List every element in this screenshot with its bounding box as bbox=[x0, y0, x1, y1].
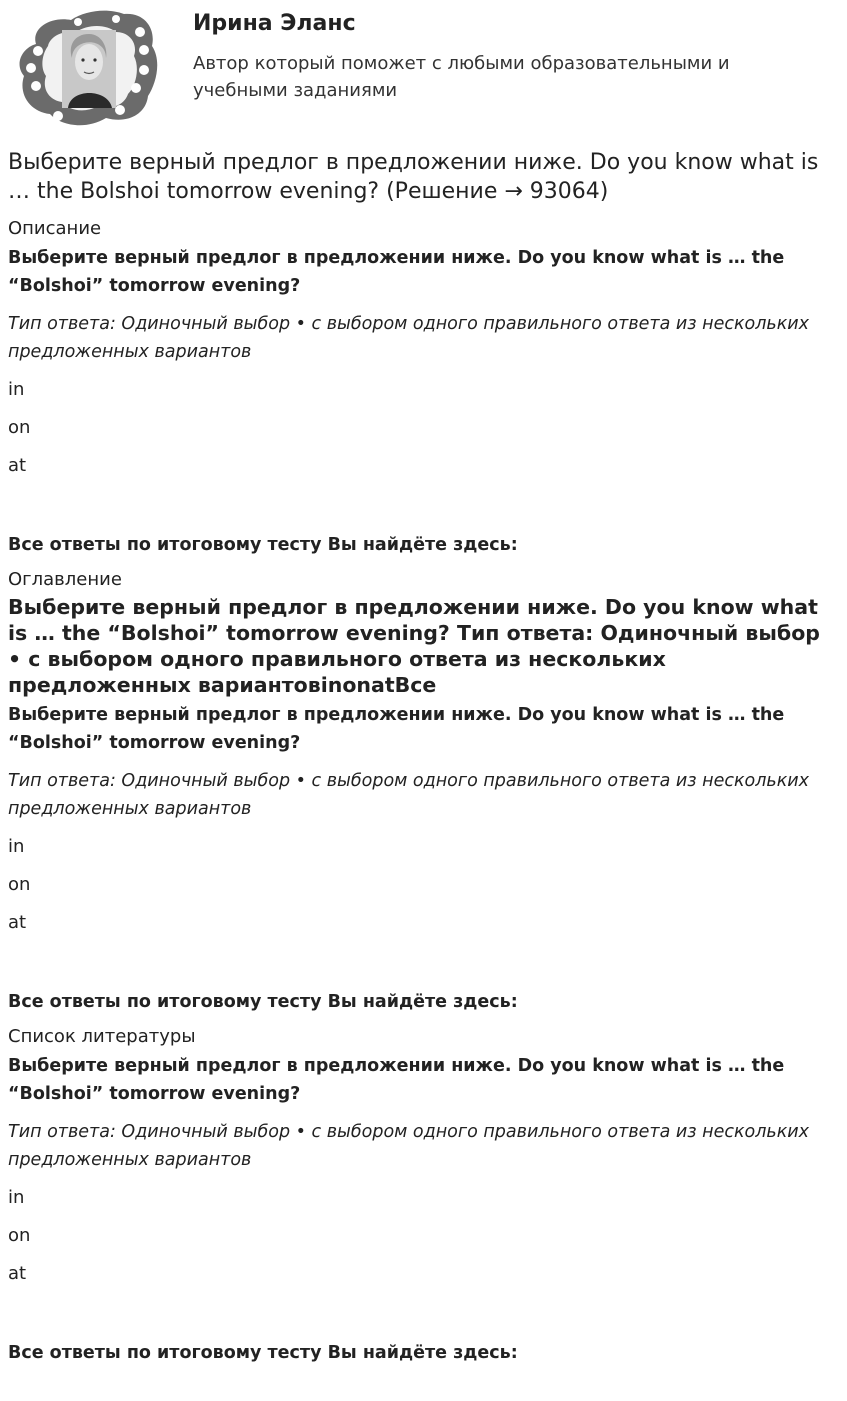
section-label: Оглавление bbox=[8, 569, 122, 590]
section-description bbox=[8, 217, 839, 557]
author-block bbox=[8, 0, 839, 130]
author-name: Ирина Эланс bbox=[193, 11, 356, 36]
answer-type: Тип ответа: Одиночный выбор • с выбором одного правильного ответа из нескольких предложенных вариантов bbox=[8, 771, 810, 819]
question-text: Выберите верный предлог в предложении ниже. Do you know what is … the “Bolshoi” tomorrow evening? bbox=[8, 248, 785, 296]
option-item: at bbox=[8, 912, 27, 933]
option-item: in bbox=[8, 379, 25, 400]
section-toc bbox=[8, 568, 839, 1014]
option-item: in bbox=[8, 1187, 25, 1208]
section-references bbox=[8, 1025, 839, 1365]
all-answers-link-text: Все ответы по итоговому тесту Вы найдёте здесь: bbox=[8, 535, 518, 555]
option-item: on bbox=[8, 417, 31, 438]
question-text: Выберите верный предлог в предложении ниже. Do you know what is … the “Bolshoi” tomorrow evening? bbox=[8, 1056, 785, 1104]
answer-type: Тип ответа: Одиночный выбор • с выбором одного правильного ответа из нескольких предложенных вариантов bbox=[8, 314, 810, 362]
option-item: at bbox=[8, 1263, 27, 1284]
section-label: Описание bbox=[8, 218, 102, 239]
option-item: in bbox=[8, 836, 25, 857]
all-answers-link-text: Все ответы по итоговому тесту Вы найдёте здесь: bbox=[8, 1343, 518, 1363]
question-text: Выберите верный предлог в предложении ниже. Do you know what is … the “Bolshoi” tomorrow evening? bbox=[8, 705, 785, 753]
page-title: Выберите верный предлог в предложении ниже. Do you know what is … the Bolshoi tomorrow evening? (Решение → 93064) bbox=[8, 150, 819, 204]
option-item: on bbox=[8, 874, 31, 895]
section-label: Список литературы bbox=[8, 1026, 196, 1047]
film-reel-avatar-icon bbox=[16, 6, 158, 128]
author-description: Автор который поможет с любыми образовательными и учебными заданиями bbox=[193, 53, 730, 101]
toc-heading: Выберите верный предлог в предложении ниже. Do you know what is … the “Bolshoi” tomorrow evening? Тип ответа: Одиночный выбор • с выбором одного правильного ответа из нескольких предложенных вариантовinonatВсе bbox=[8, 595, 820, 697]
option-item: at bbox=[8, 455, 27, 476]
option-item: on bbox=[8, 1225, 31, 1246]
all-answers-link-text: Все ответы по итоговому тесту Вы найдёте здесь: bbox=[8, 992, 518, 1012]
answer-type: Тип ответа: Одиночный выбор • с выбором одного правильного ответа из нескольких предложенных вариантов bbox=[8, 1122, 810, 1170]
